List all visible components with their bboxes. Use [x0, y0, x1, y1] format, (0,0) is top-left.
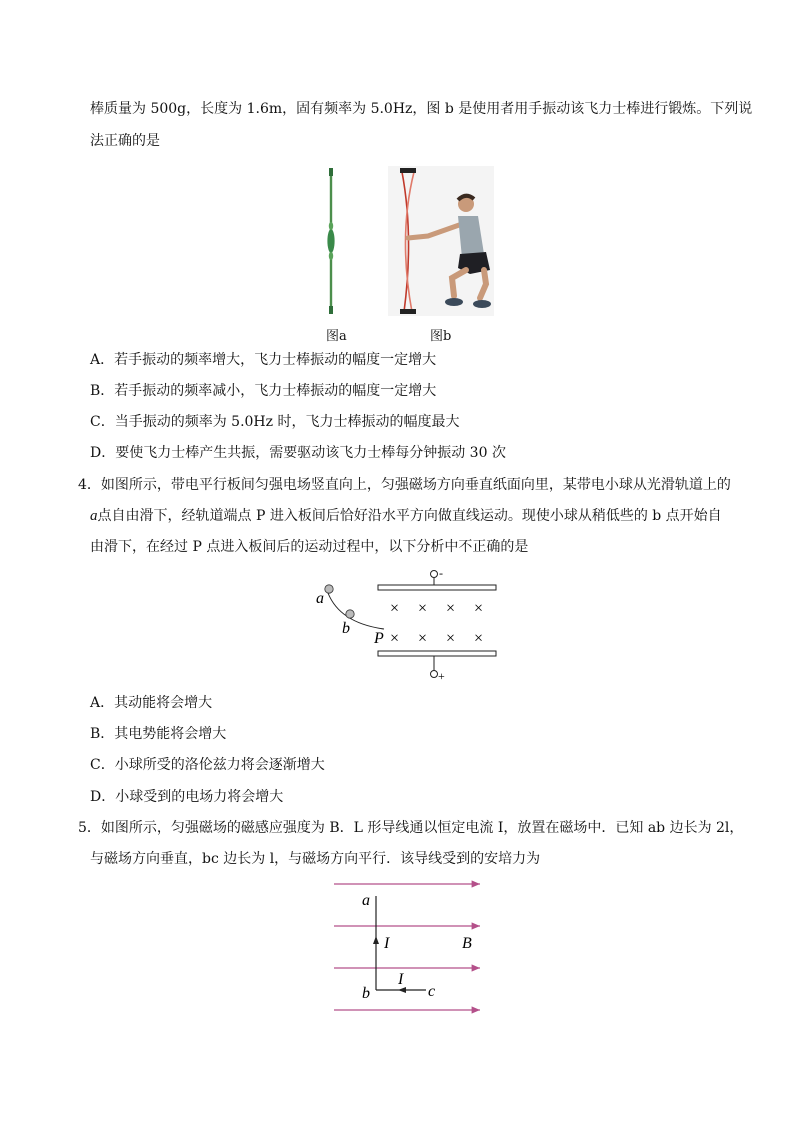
q3-option-c: C．当手振动的频率为 5.0Hz 时，飞力士棒振动的幅度最大	[90, 414, 460, 430]
label-a: a	[316, 590, 324, 607]
q3-stem-line1: 棒质量为 500g，长度为 1.6m，固有频率为 5.0Hz，图 b 是使用者用手振动该飞力士棒进行锻炼。下列说	[90, 101, 753, 117]
q4-var-a: a	[90, 508, 98, 524]
q4-stem-line1: 4．如图所示，带电平行板间匀强电场竖直向上，匀强磁场方向垂直纸面向里，某带电小球从光滑轨道上的	[78, 477, 731, 493]
q5-figure-magnetic-field	[330, 876, 490, 1021]
label-b: b	[362, 985, 370, 1002]
q3-option-b: B．若手振动的频率减小，飞力士棒振动的幅度一定增大	[90, 383, 437, 399]
cross: ×	[418, 630, 428, 647]
q3-option-d: D．要使飞力士棒产生共振，需要驱动该飞力士棒每分钟振动 30 次	[90, 445, 506, 461]
q4-stem-line3: 由滑下，在经过 P 点进入板间后的运动过程中，以下分析中不正确的是	[90, 539, 529, 555]
cross: ×	[446, 600, 456, 617]
figure-b-caption: 图b	[430, 329, 452, 344]
q5-stem-line2: 与磁场方向垂直，bc 边长为 l，与磁场方向平行．该导线受到的安培力为	[90, 851, 541, 867]
q3-stem-line2: 法正确的是	[90, 133, 160, 149]
label-i-vertical: I	[384, 935, 390, 952]
figure-a-flexibar	[320, 166, 342, 316]
figure-b-person-exercising	[388, 166, 494, 316]
q4-option-a: A．其动能将会增大	[90, 695, 213, 711]
figure-a-caption: 图a	[326, 329, 347, 344]
label-b-field: B	[462, 935, 472, 952]
q4-stem-line2-text: 点自由滑下，经轨道端点 P 进入板间后恰好沿水平方向做直线运动。现使小球从稍低些的 b 点开始自	[97, 508, 722, 524]
top-sign: -	[439, 566, 443, 580]
label-b: b	[342, 620, 350, 637]
label-i-horizontal: I	[398, 971, 404, 988]
cross: ×	[446, 630, 456, 647]
q5-stem-line1: 5．如图所示，匀强磁场的磁感应强度为 B．L 形导线通以恒定电流 I，放置在磁场中．已知 ab 边长为 2l，	[78, 820, 744, 836]
cross: ×	[474, 600, 484, 617]
label-c: c	[428, 983, 436, 1000]
q4-figure-plates	[300, 565, 510, 685]
label-a: a	[362, 892, 370, 909]
bottom-sign: +	[438, 669, 445, 683]
q4-option-c: C．小球所受的洛伦兹力将会逐渐增大	[90, 757, 325, 773]
cross: ×	[390, 600, 400, 617]
cross: ×	[390, 630, 400, 647]
q4-option-d: D．小球受到的电场力将会增大	[90, 789, 284, 805]
cross: ×	[418, 600, 428, 617]
q4-stem-line2	[90, 506, 722, 526]
cross: ×	[474, 630, 484, 647]
q4-option-b: B．其电势能将会增大	[90, 726, 227, 742]
q3-option-a: A．若手振动的频率增大，飞力士棒振动的幅度一定增大	[90, 352, 437, 368]
label-p: P	[374, 630, 384, 647]
